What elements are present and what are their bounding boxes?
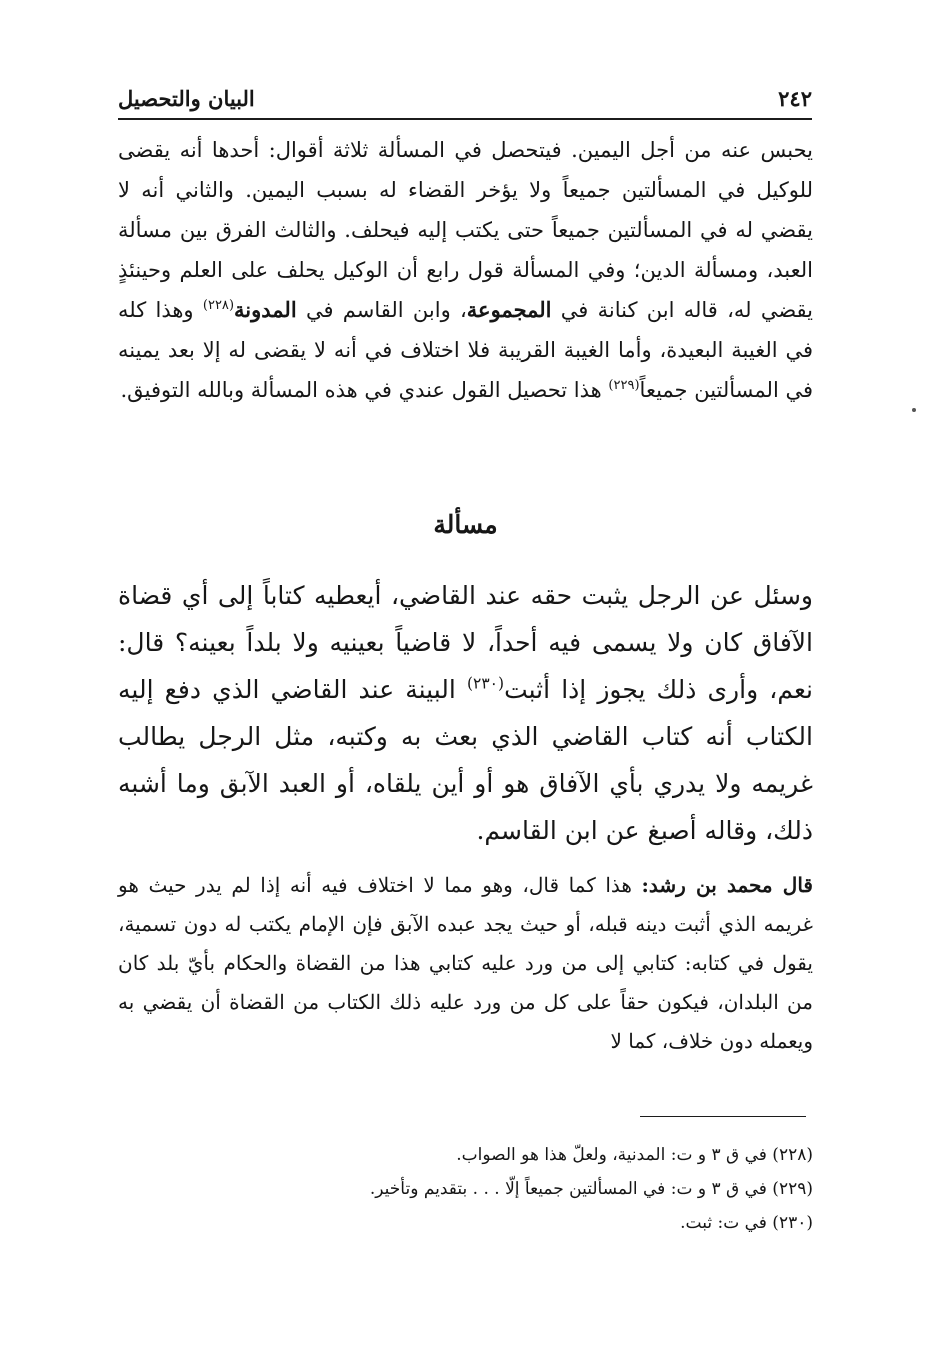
paragraph-1-text-e: هذا تحصيل القول عندي في هذه المسألة وبالله التوفيق. [120,378,609,402]
footnote-229: (٢٢٩) في ق ٣ و ت: في المسألتين جميعاً إلّا . . . بتقديم وتأخير. [369,1179,813,1199]
book-title-majmua: المجموعة [466,297,552,322]
footnote-ref-228: (٢٢٨) [202,298,235,313]
header-rule [118,118,812,120]
paragraph-3 [118,866,813,1061]
section-heading: مسألة [433,510,498,539]
footnote-ref-230: (٢٣٠) [466,674,505,693]
footnote-230: (٢٣٠) في ت: ثبت. [680,1213,813,1233]
paragraph-1-text-a: يحبس عنه من أجل اليمين. فيتحصل في المسألة ثلاثة أقوال: أحدها أنه يقضى للوكيل في المسألتين جميعاً ولا يؤخر القضاء له بسبب اليمين. والثاني أنه لا يقضي له في المسألتين جميعاً حتى يكتب إليه فيحلف. والثالث الفرق بين مسألة العبد، ومسألة الدين؛ وفي المسألة قول رابع أن الوكيل يحلف على العلم وحينئذٍ يقضي له، قاله ابن كنانة في [118,138,814,322]
commentary-lead: قال محمد بن رشد: [641,873,813,897]
footnote-ref-229: (٢٢٩) [608,378,640,393]
paragraph-2-text-a: وسئل عن الرجل يثبت حقه عند القاضي، أيعطيه كتاباً إلى أي قضاة الآفاق كان ولا يسمى فيه أحداً، لا قاضياً بعينيه ولا بلداً بعينه؟ قال: نعم، وأرى ذلك يجوز إذا أثبت [118,581,813,704]
footnote-rule [640,1116,806,1117]
paragraph-2-text-b: البينة عند القاضي الذي دفع إليه الكتاب أنه كتاب القاضي الذي بعث به وكتبه، مثل الرجل يطالب غريمه ولا يدري بأي الآفاق هو أو أين يلقاه، أو العبد الآبق وما أشبه ذلك، وقاله أصبغ عن ابن القاسم. [118,675,813,845]
margin-dot [912,408,916,412]
paragraph-2 [118,572,813,854]
running-title: البيان والتحصيل [118,86,255,111]
page-header [118,86,812,116]
paragraph-1-text-d: وهذا كله في الغيبة البعيدة، وأما الغيبة القريبة فلا اختلاف في أنه لا يقضى له إلا بعد يمينه في المسألتين جميعاً [118,298,813,402]
paragraph-1 [118,130,813,410]
book-title-mudawwana: المدونة [234,297,297,322]
footnote-228: (٢٢٨) في ق ٣ و ت: المدنية، ولعلّ هذا هو الصواب. [456,1145,813,1165]
paragraph-3-text: هذا كما قال، وهو مما لا اختلاف فيه أنه إذا لم يدر حيث هو غريمه الذي أثبت دينه قبله، أو حيث يجد عبده الآبق فإن الإمام يكتب له دون تسمية، يقول في كتابه: كتابي إلى من ورد عليه كتابي هذا من القضاة والحكام بأيّ بلد كان من البلدان، فيكون حقاً على كل من ورد عليه ذلك الكتاب من القضاة أن يقضي به ويعمله دون خلاف، كما لا [118,873,813,1053]
paragraph-1-text-c: ، وابن القاسم في [296,298,467,322]
footnotes [118,1138,813,1240]
page-number: ٢٤٢ [778,86,812,111]
